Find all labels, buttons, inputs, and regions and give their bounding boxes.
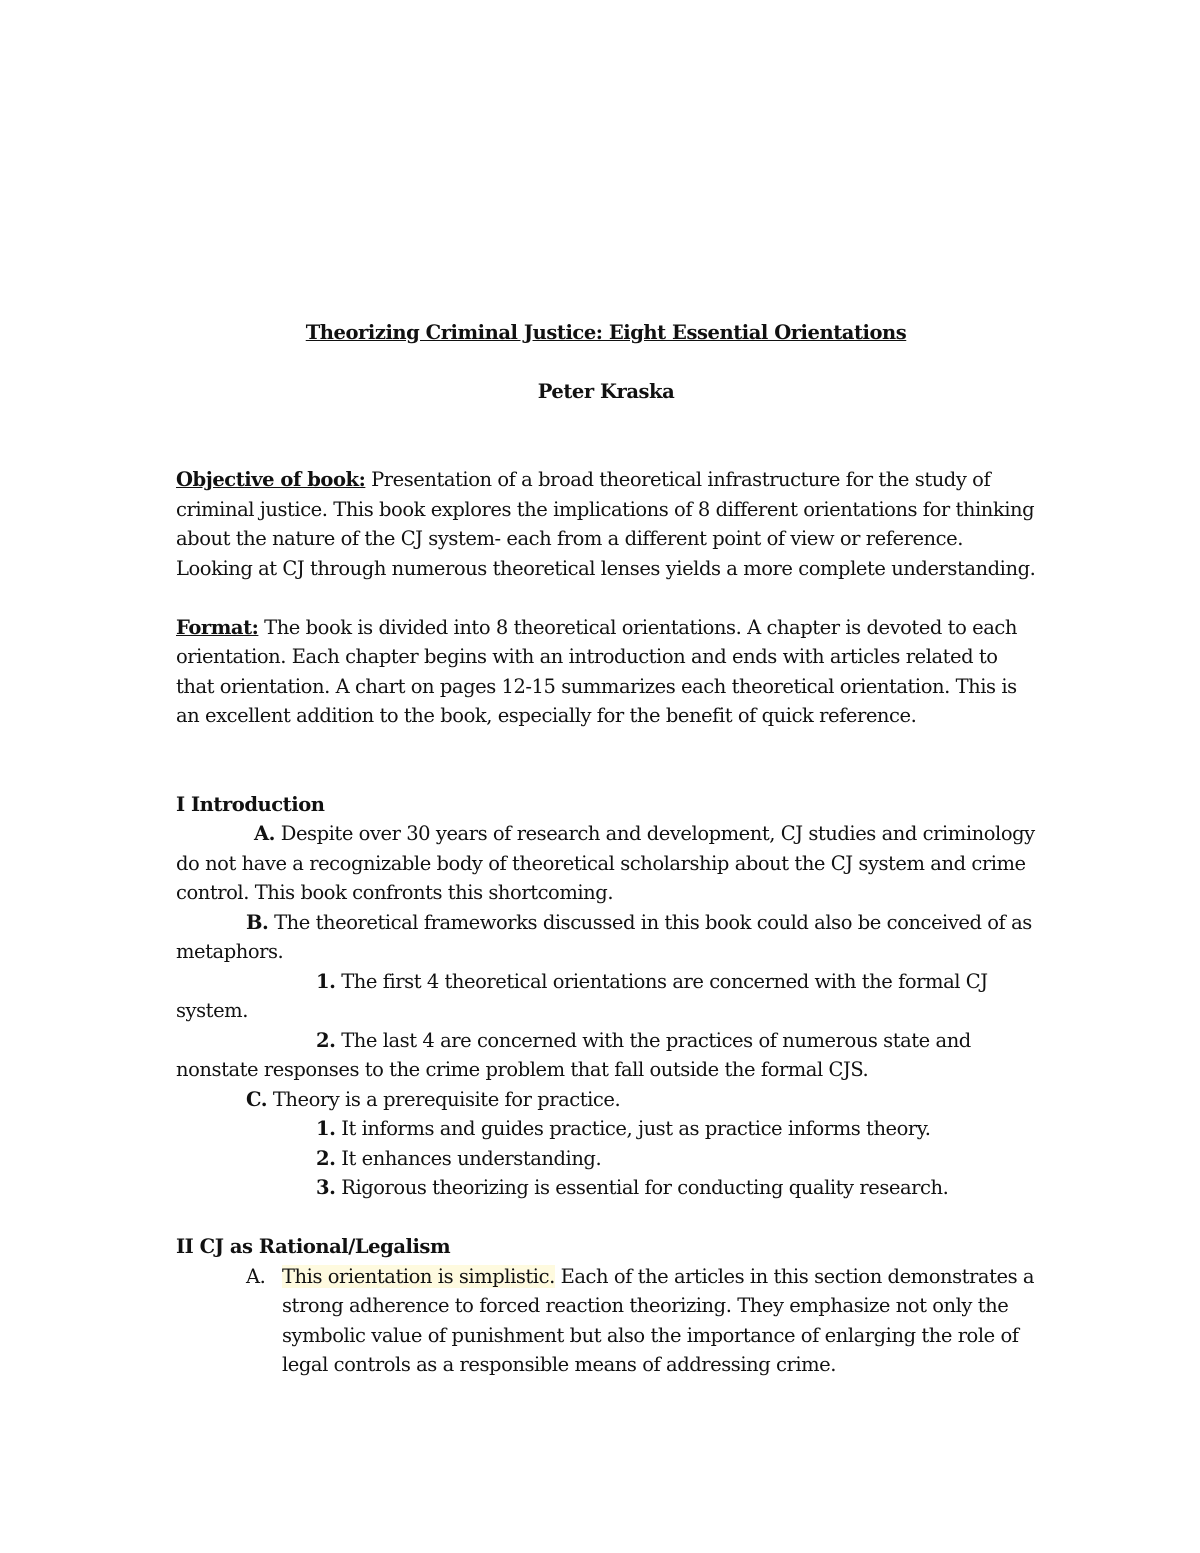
rational-item-a: [176, 1262, 1036, 1380]
intro-item-b1-text: The first 4 theoretical orientations are concerned with the formal CJ system.: [176, 969, 988, 1022]
document-author: Peter Kraska: [537, 379, 675, 403]
document-page: [176, 318, 1036, 1380]
intro-item-c3-text: Rigorous theorizing is essential for conducting quality research.: [335, 1176, 949, 1199]
intro-item-c2-marker: 2.: [316, 1146, 336, 1170]
rational-item-a-highlight: This orientation is simplistic.: [282, 1264, 555, 1288]
intro-item-b1-marker: 1.: [316, 969, 336, 993]
document-title: Theorizing Criminal Justice: Eight Essential Orientations: [305, 321, 907, 344]
rational-item-a-text: Each of the articles in this section demonstrates a strong adherence to forced reaction theorizing. They emphasize not only the symbolic value of punishment but also the importance of enlarging the role of legal controls as a responsible means of addressing crime.: [282, 1264, 1035, 1376]
intro-item-c-marker: C.: [246, 1087, 268, 1111]
intro-item-c1-text: It informs and guides practice, just as practice informs theory.: [335, 1117, 931, 1140]
objective-text: Presentation of a broad theoretical infrastructure for the study of criminal justice. This book explores the implications of 8 different orientations for thinking about the nature of the CJ system- each from a different point of view or reference. Looking at CJ through numerous theoretical lenses yields a more complete understanding.: [176, 468, 1036, 580]
objective-paragraph: [176, 465, 1036, 583]
intro-item-c: [176, 1085, 1036, 1115]
format-paragraph: [176, 613, 1036, 731]
intro-item-c3: [176, 1173, 1036, 1203]
intro-item-c1-marker: 1.: [316, 1117, 336, 1140]
intro-item-c2: [176, 1144, 1036, 1174]
format-text: The book is divided into 8 theoretical orientations. A chapter is devoted to each orientation. Each chapter begins with an introduction and ends with articles related to that orientation. A chart on pages 12-15 summarizes each theoretical orientation. This is an excellent addition to the book, especially for the benefit of quick reference.: [176, 615, 1017, 727]
intro-item-b: [176, 908, 1036, 967]
intro-item-b1: [176, 967, 1036, 1026]
format-label: Format:: [176, 615, 259, 639]
intro-item-c3-marker: 3.: [316, 1176, 336, 1199]
intro-item-a-marker: A.: [254, 822, 276, 845]
intro-item-c1: [176, 1114, 1036, 1144]
intro-item-c2-text: It enhances understanding.: [335, 1146, 602, 1170]
intro-item-b-text: The theoretical frameworks discussed in this book could also be conceived of as metaphors.: [176, 910, 1032, 963]
intro-item-b2-marker: 2.: [316, 1028, 336, 1052]
rational-item-a-marker: A.: [246, 1264, 266, 1288]
intro-item-b2: [176, 1026, 1036, 1085]
section-heading-rational-legalism: II CJ as Rational/Legalism: [176, 1235, 451, 1258]
intro-item-b2-text: The last 4 are concerned with the practices of numerous state and nonstate responses to the crime problem that fall outside the formal CJS.: [176, 1028, 971, 1081]
intro-item-a: [176, 819, 1036, 908]
intro-item-b-marker: B.: [246, 910, 269, 934]
intro-item-a-text: Despite over 30 years of research and development, CJ studies and criminology do not have a recognizable body of theoretical scholarship about the CJ system and crime control. This book confronts this shortcoming.: [176, 822, 1035, 904]
section-heading-introduction: I Introduction: [176, 792, 325, 816]
intro-item-c-text: Theory is a prerequisite for practice.: [267, 1087, 621, 1111]
objective-label: Objective of book:: [176, 468, 366, 491]
